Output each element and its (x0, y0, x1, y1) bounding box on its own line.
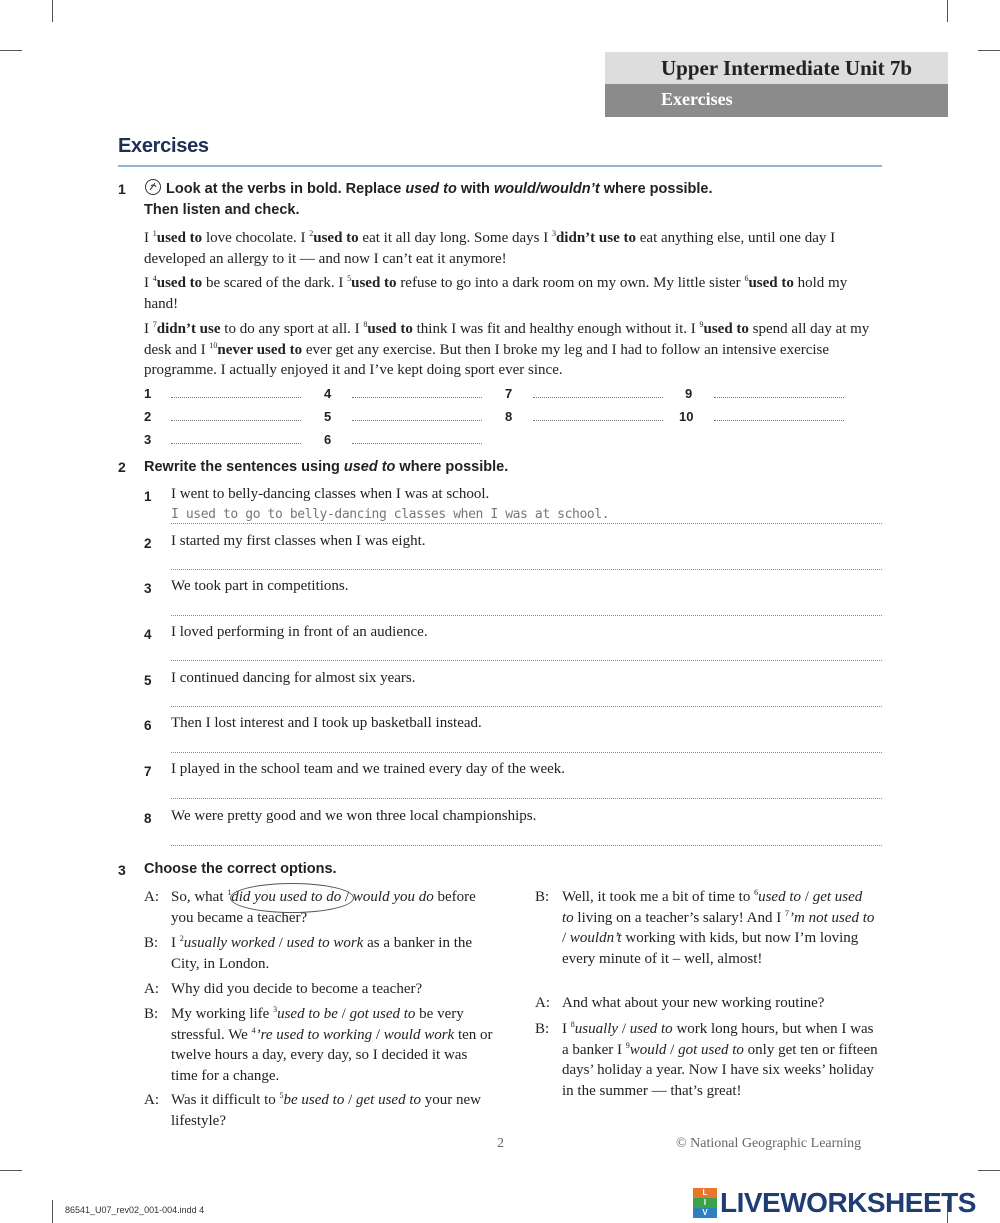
exercise-1-paragraph: I $^7$didn’t use to do any sport at all. I $^8$used to think I was fit and healthy enough without it. I $^9$used to spend all day at my desk and I $^{10}$never used to ever get any exercise. But then I broke my leg and I had to follow an intensive exercise programme. I actually enjoyed it and I’ve kept doing sport ever since. (144, 320, 870, 378)
sentence-number: 6 (144, 718, 152, 733)
answer-label: 4 (324, 386, 332, 401)
crop-mark (0, 1170, 22, 1171)
unit-subtitle: Exercises (605, 84, 948, 117)
answer-blank[interactable] (171, 420, 301, 421)
answer-blank[interactable] (171, 443, 301, 444)
exercise-1-instruction: Look at the verbs in bold. Replace used to with would/wouldn’t where possible. (166, 181, 713, 197)
logo-badge-icon: L I V (693, 1188, 717, 1218)
crop-mark (978, 1170, 1000, 1171)
unit-header (605, 52, 948, 117)
sentence-text: I loved performing in front of an audience. (171, 624, 428, 640)
sentence-number: 3 (144, 581, 152, 596)
answer-line[interactable] (171, 798, 882, 799)
section-divider (118, 165, 882, 167)
sentence-text: I played in the school team and we trained every day of the week. (171, 761, 566, 777)
answer-label: 7 (505, 386, 513, 401)
sample-answer: I used to go to belly-dancing classes when I was at school. (171, 507, 610, 522)
sentence-text: I started my first classes when I was eight. (171, 533, 426, 549)
answer-blank[interactable] (352, 443, 482, 444)
sentence-number: 5 (144, 673, 152, 688)
answer-line[interactable] (171, 845, 882, 846)
answer-blank[interactable] (714, 397, 844, 398)
exercise-number: 3 (118, 862, 126, 878)
exercise-1-instruction-line2: Then listen and check. (144, 202, 300, 218)
answer-line[interactable] (171, 569, 882, 570)
sentence-number: 2 (144, 536, 152, 551)
answer-line[interactable] (171, 752, 882, 753)
exercise-2-instruction: Rewrite the sentences using used to where possible. (144, 459, 509, 475)
answer-label: 2 (144, 409, 152, 424)
answer-line[interactable] (171, 660, 882, 661)
sentence-number: 4 (144, 627, 152, 642)
answer-line[interactable] (171, 523, 882, 524)
answer-line[interactable] (171, 706, 882, 707)
answer-blank[interactable] (352, 397, 482, 398)
sentence-number: 7 (144, 764, 152, 779)
answer-circle (230, 883, 354, 913)
audio-disc-icon (144, 178, 162, 196)
answer-label: 10 (679, 409, 694, 424)
exercise-number: 2 (118, 459, 126, 475)
sentence-text: We took part in competitions. (171, 578, 349, 594)
unit-title: Upper Intermediate Unit 7b (605, 52, 948, 84)
answer-label: 6 (324, 432, 332, 447)
logo-text: LIVEWORKSHEETS (720, 1187, 976, 1218)
answer-label: 8 (505, 409, 513, 424)
answer-blank[interactable] (533, 420, 663, 421)
sentence-number: 1 (144, 489, 152, 504)
exercise-1-paragraph: I $^4$used to be scared of the dark. I $^5$used to refuse to go into a dark room on my own. My little sister $^6$used to hold my hand! (144, 274, 848, 312)
answer-label: 1 (144, 386, 152, 401)
answer-label: 5 (324, 409, 332, 424)
sentence-text: We were pretty good and we won three local championships. (171, 808, 537, 824)
answer-blank[interactable] (714, 420, 844, 421)
exercise-3-instruction: Choose the correct options. (144, 861, 337, 877)
crop-mark (52, 1200, 53, 1223)
sentence-text: Then I lost interest and I took up basketball instead. (171, 715, 482, 731)
file-info: 86541_U07_rev02_001-004.indd 4 (65, 1205, 205, 1215)
crop-mark (52, 0, 53, 22)
answer-blank[interactable] (352, 420, 482, 421)
crop-mark (947, 0, 948, 22)
answer-label: 3 (144, 432, 152, 447)
answer-blank[interactable] (533, 397, 663, 398)
answer-label: 9 (685, 386, 693, 401)
page-number: 2 (497, 1136, 504, 1151)
crop-mark (978, 50, 1000, 51)
crop-mark (0, 50, 22, 51)
exercise-1-paragraph: I $^1$used to love chocolate. I $^2$used to eat it all day long. Some days I $^3$didn’t use to eat anything else, until one day I developed an allergy to it — and now I can’t eat it anymore! (144, 229, 836, 267)
section-title: Exercises (118, 135, 209, 157)
answer-blank[interactable] (171, 397, 301, 398)
exercise-number: 1 (118, 181, 126, 197)
sentence-text: I continued dancing for almost six years. (171, 670, 416, 686)
sentence-text: I went to belly-dancing classes when I was at school. (171, 486, 490, 502)
answer-line[interactable] (171, 615, 882, 616)
copyright: © National Geographic Learning (676, 1136, 862, 1151)
sentence-number: 8 (144, 811, 152, 826)
liveworksheets-logo[interactable] (693, 1187, 976, 1219)
